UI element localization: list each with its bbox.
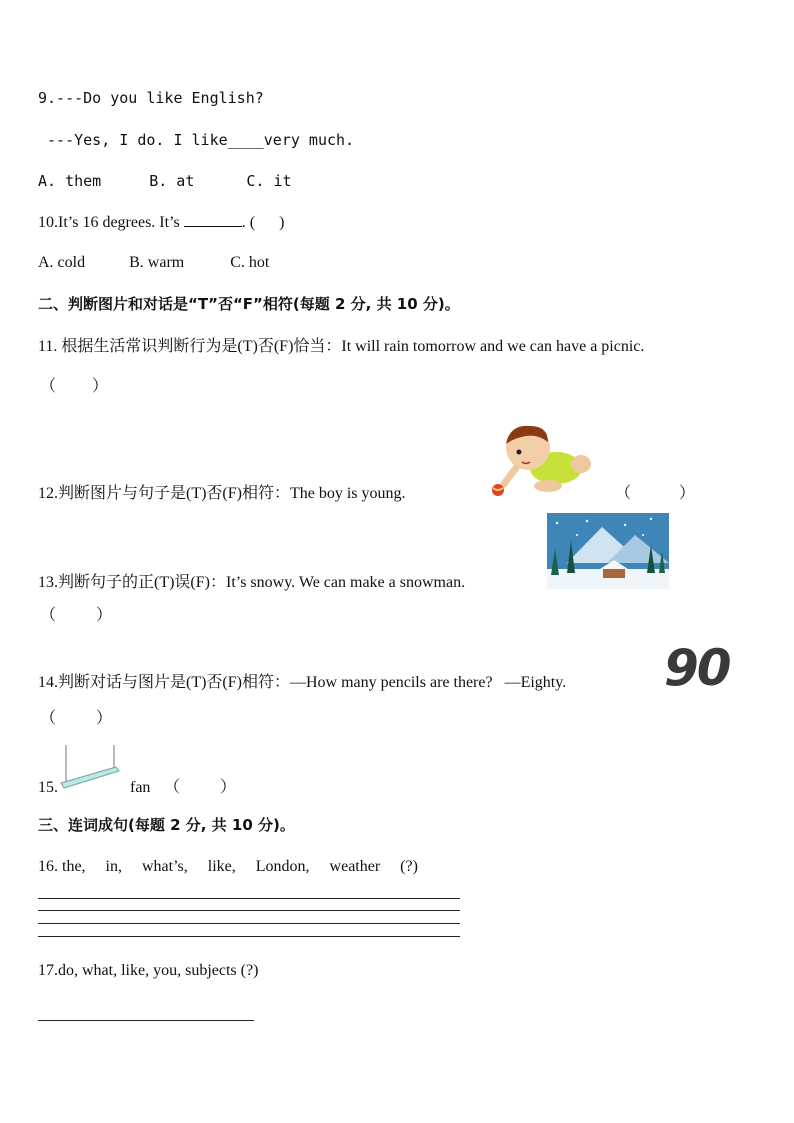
q10-question-post: . ( ) bbox=[241, 214, 285, 231]
section2-title: 二、判断图片和对话是“T”否“F”相符(每题 2 分, 共 10 分)。 bbox=[38, 295, 460, 313]
snowflake-icon bbox=[642, 534, 644, 536]
q16-answer-line[interactable] bbox=[38, 898, 460, 899]
section3-title: 三、连词成句(每题 2 分, 共 10 分)。 bbox=[38, 816, 295, 834]
q11-text: 11. 根据生活常识判断行为是(T)否(F)恰当：It will rain tomorrow and we can have a picnic. bbox=[38, 338, 645, 355]
q10-option-c[interactable]: C. hot bbox=[230, 254, 270, 271]
q12-paren[interactable]: （ ） bbox=[615, 485, 696, 502]
q13-text: 13.判断句子的正(T)误(F)：It’s snowy. We can make a snowman. bbox=[38, 574, 466, 591]
q13-paren[interactable]: （ ） bbox=[40, 607, 113, 624]
q16-answer-line[interactable] bbox=[38, 936, 460, 937]
q16-answer-line[interactable] bbox=[38, 910, 460, 911]
snowflake-icon bbox=[624, 524, 626, 526]
snowflake-icon bbox=[556, 522, 558, 524]
snowy-landscape-image bbox=[547, 513, 669, 589]
q9-answer-pre: ---Yes, I do. I like bbox=[38, 131, 228, 149]
q17-answer-line[interactable] bbox=[38, 1020, 254, 1021]
snowflake-icon bbox=[586, 520, 588, 522]
lamp-tube-icon bbox=[61, 767, 119, 788]
q16-answer-line[interactable] bbox=[38, 923, 460, 924]
q14-paren[interactable]: （ ） bbox=[40, 710, 113, 727]
fluorescent-lamp-image bbox=[58, 743, 122, 793]
q15-number: 15. bbox=[38, 779, 58, 796]
number-ninety-image: 90 bbox=[664, 639, 730, 697]
q9-answer bbox=[38, 130, 354, 150]
q9-question: 9.---Do you like English? bbox=[38, 89, 264, 107]
q10-option-b[interactable]: B. warm bbox=[129, 254, 185, 271]
q10-answer-blank[interactable] bbox=[184, 212, 242, 227]
q9-answer-blank[interactable]: ____ bbox=[227, 131, 264, 149]
cabin-icon bbox=[603, 568, 625, 578]
q10-question bbox=[38, 212, 284, 233]
q10-option-a[interactable]: A. cold bbox=[38, 254, 86, 271]
q15-paren[interactable]: （ ） bbox=[164, 779, 237, 796]
boy-leg bbox=[571, 455, 591, 473]
q12-text: 12.判断图片与句子是(T)否(F)相符：The boy is young. bbox=[38, 485, 406, 502]
boy-eye bbox=[517, 450, 522, 455]
q14-text: 14.判断对话与图片是(T)否(F)相符：—How many pencils are there? —Eighty. bbox=[38, 674, 567, 691]
q10-options bbox=[38, 253, 269, 273]
q11-paren[interactable]: （ ） bbox=[40, 378, 109, 395]
q9-option-b[interactable]: B. at bbox=[149, 172, 195, 190]
boy-knee bbox=[534, 480, 562, 492]
boy-arm bbox=[504, 468, 516, 484]
snowflake-icon bbox=[650, 518, 652, 520]
q16-text: 16. the, in, what’s, like, London, weather (?) bbox=[38, 858, 418, 875]
q9-option-c[interactable]: C. it bbox=[246, 172, 292, 190]
q10-question-pre: 10.It’s 16 degrees. It’s bbox=[38, 214, 180, 231]
q17-text: 17.do, what, like, you, subjects (?) bbox=[38, 962, 259, 979]
boy-crawling-image bbox=[486, 420, 596, 500]
snowflake-icon bbox=[576, 534, 578, 536]
q9-option-a[interactable]: A. them bbox=[38, 172, 102, 190]
q9-answer-post: very much. bbox=[263, 131, 355, 149]
q9-options bbox=[38, 171, 292, 191]
q15-word: fan bbox=[130, 779, 151, 796]
